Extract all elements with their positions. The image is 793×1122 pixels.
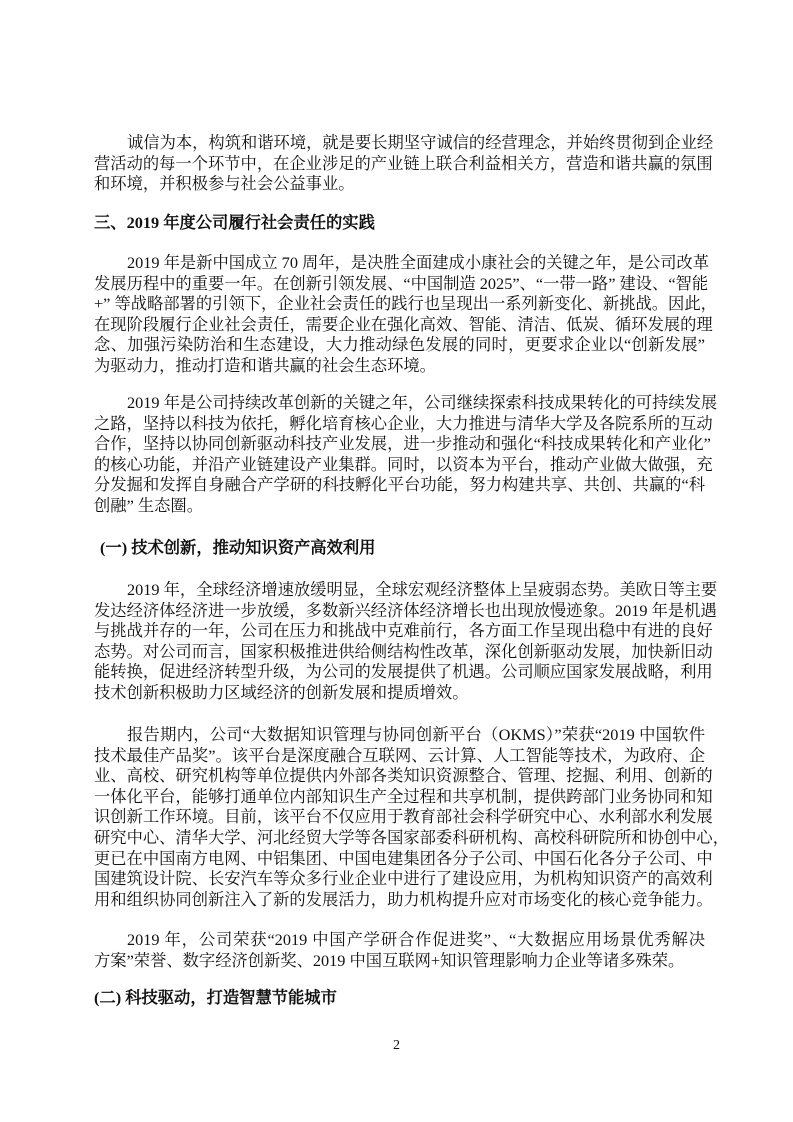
text-line: 2019 年是公司持续改革创新的关键之年，公司继续探索科技成果转化的可持续发展 xyxy=(127,393,718,412)
text-line: 的核心功能，并沿产业链建设产业集群。同时，以资本为平台，推动产业做大做强，充 xyxy=(94,454,713,474)
text-line: 在现阶段履行企业社会责任，需要企业在强化高效、智能、清洁、低炭、循环发展的理 xyxy=(94,314,713,334)
paragraph-awards xyxy=(94,930,705,971)
text-line: 技术最佳产品奖”。该平台是深度融合互联网、云计算、人工智能等技术，为政府、企 xyxy=(94,745,705,765)
paragraph-2019-overview xyxy=(94,253,717,377)
text-line: 诚信为本，构筑和谐环境，就是要长期坚守诚信的经营理念，并始终贯彻到企业经 xyxy=(127,133,714,152)
text-line: 和环境，并积极参与社会公益事业。 xyxy=(94,174,355,194)
paragraph-integrity xyxy=(94,133,714,195)
paragraph-okms-platform xyxy=(94,725,729,910)
text-line: 用和组织协同创新注入了新的发展活力，助力机构提升应对市场变化的核心竞争能力。 xyxy=(94,889,713,909)
text-line: 创融” 生态圈。 xyxy=(94,495,203,515)
text-line: 发达经济体经济进一步放缓，多数新兴经济体经济增长也出现放慢迹象。2019 年是机遇 xyxy=(94,600,717,620)
text-line: 态势。对公司而言，国家积极推进供给侧结构性改革，深化创新驱动发展，加快新旧动 xyxy=(94,641,713,661)
page-number: 2 xyxy=(393,1038,400,1053)
text-line: 2019 年是新中国成立 70 周年，是决胜全面建成小康社会的关键之年，是公司改革 xyxy=(127,253,710,272)
text-line: 之路，坚持以科技为依托，孵化培育核心企业，大力推进与清华大学及各院系所的互动 xyxy=(94,413,713,433)
text-line: 国建筑设计院、长安汽车等众多行业企业中进行了建设应用，为机构知识资产的高效利 xyxy=(94,869,713,889)
text-line: 研究中心、清华大学、河北经贸大学等各国家部委科研机构、高校科研院所和协创中心， xyxy=(94,827,729,847)
text-line: 营活动的每一个环节中，在企业涉足的产业链上联合利益相关方，营造和谐共赢的氛围 xyxy=(94,153,713,173)
text-line: 能转换，促进经济转型升级，为公司的发展提供了机遇。公司顺应国家发展战略，利用 xyxy=(94,662,713,682)
paragraph-reform-innovation xyxy=(94,393,718,517)
section-heading: 三、2019 年度公司履行社会责任的实践 xyxy=(94,213,375,232)
text-line: 技术创新积极助力区域经济的创新发展和提质增效。 xyxy=(94,682,469,702)
text-line: 念、加强污染防治和生态建设，大力推动绿色发展的同时，更要求企业以“创新发展” xyxy=(94,335,705,355)
text-line: 更已在中国南方电网、中铝集团、中国电建集团各分子公司、中国石化各分子公司、中 xyxy=(94,848,713,868)
text-line: 为驱动力，推动打造和谐共赢的社会生态环境。 xyxy=(94,355,436,375)
paragraph-economy xyxy=(94,580,718,704)
text-line: 2019 年，全球经济增速放缓明显，全球宏观经济整体上呈疲弱态势。美欧日等主要 xyxy=(127,580,718,599)
text-line: 发展历程中的重要一年。在创新引领发展、“中国制造 2025”、“一带一路” 建设、“智能 xyxy=(94,273,709,293)
text-line: 识创新工作环境。目前，该平台不仅应用于教育部社会科学研究中心、水利部水利发展 xyxy=(94,807,713,827)
text-line: 业、高校、研究机构等单位提供内外部各类知识资源整合、管理、挖掘、利用、创新的 xyxy=(94,766,713,786)
text-line: +” 等战略部署的引领下，企业社会责任的践行也呈现出一系列新变化、新挑战。因此， xyxy=(94,294,717,314)
text-line: 一体化平台，能够打通单位内部知识生产全过程和共享机制，提供跨部门业务协同和知 xyxy=(94,786,713,806)
text-line: 与挑战并存的一年，公司在压力和挑战中克难前行，各方面工作呈现出稳中有进的良好 xyxy=(94,621,713,641)
text-line: 报告期内，公司“大数据知识管理与协同创新平台（OKMS）”荣获“2019 中国软件 xyxy=(127,725,705,744)
text-line: 2019 年，公司荣获“2019 中国产学研合作促进奖”、“大数据应用场景优秀解决 xyxy=(127,930,705,949)
text-line: 合作，坚持以协同创新驱动科技产业发展，进一步推动和强化“科技成果转化和产业化” xyxy=(94,434,711,454)
text-line: 分发掘和发挥自身融合产学研的科技孵化平台功能，努力构建共享、共创、共赢的“科 xyxy=(94,475,705,495)
text-line: 方案”荣誉、数字经济创新奖、2019 中国互联网+知识管理影响力企业等诸多殊荣。 xyxy=(94,950,685,970)
subsection-heading-1: (一) 技术创新，推动知识资产高效利用 xyxy=(100,538,376,557)
subsection-heading-2: (二) 科技驱动，打造智慧节能城市 xyxy=(94,988,337,1007)
